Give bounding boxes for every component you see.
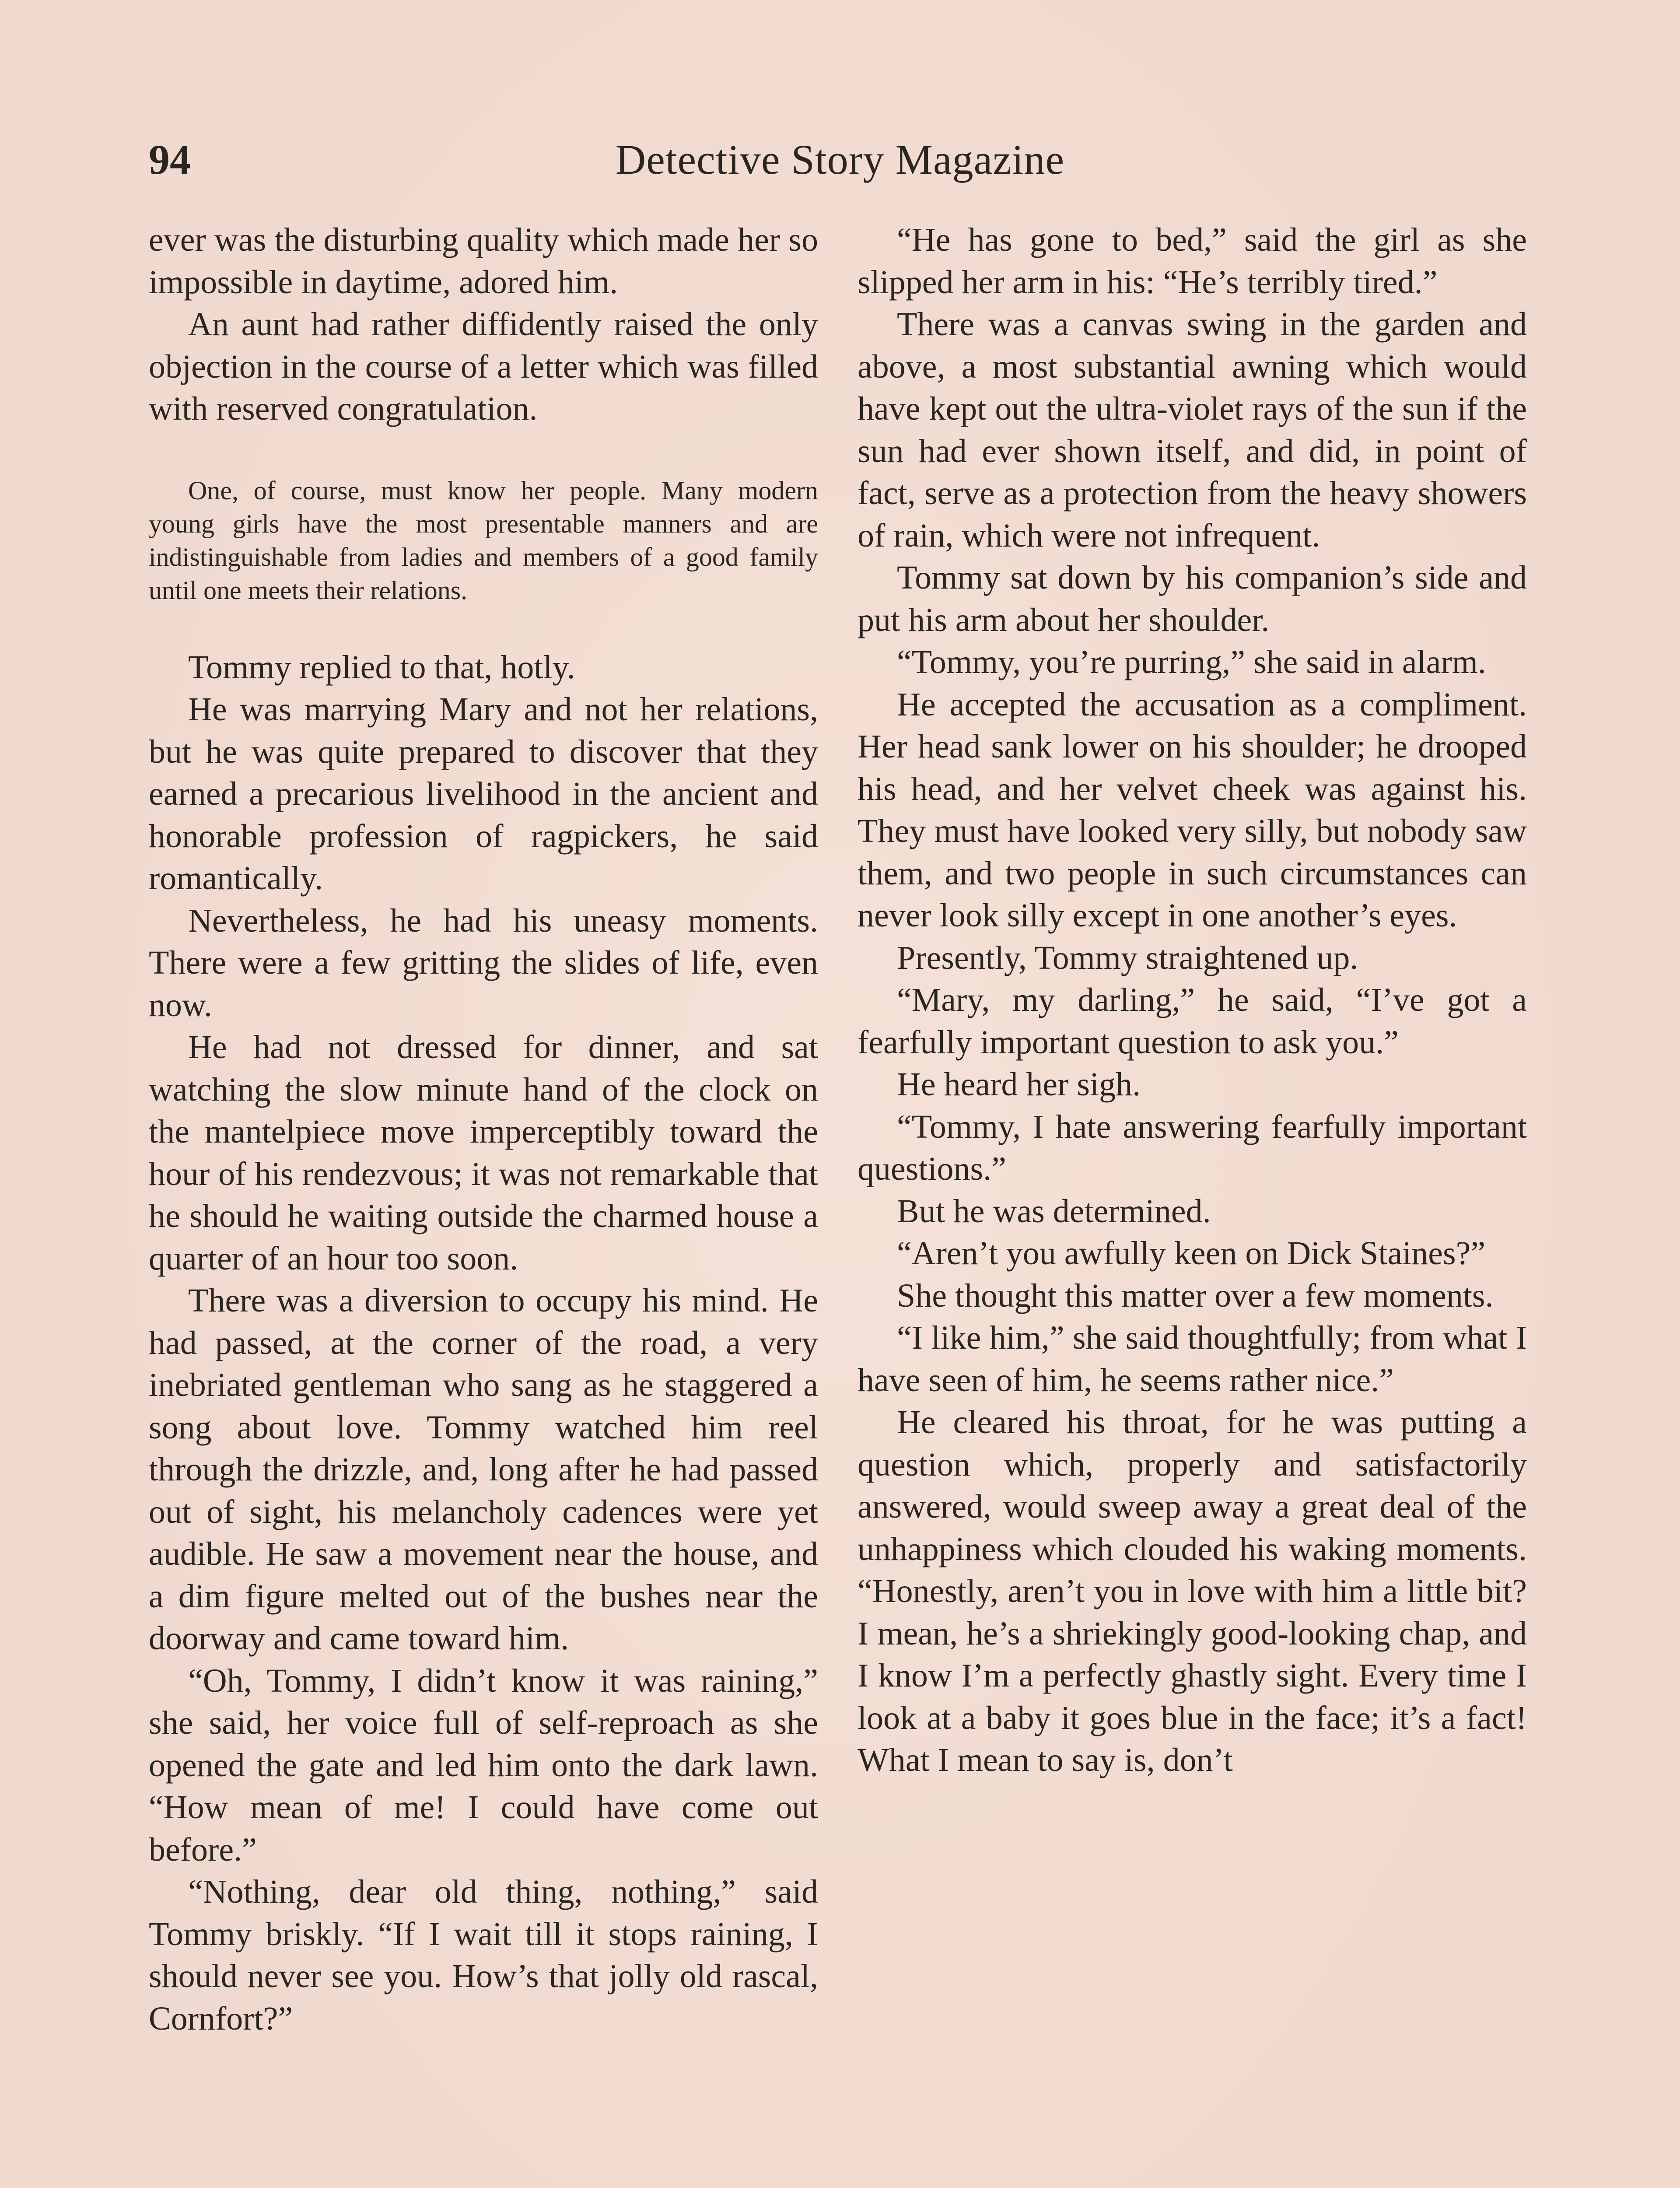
paragraph: Tommy sat down by his companion’s side and put his arm about her shoulder. — [858, 559, 1527, 638]
paragraph: “Tommy, I hate answering fearfully important questions.” — [858, 1108, 1527, 1187]
paragraph: “Aren’t you awfully keen on Dick Staines?” — [897, 1235, 1486, 1272]
paragraph: “Nothing, dear old thing, nothing,” said Tommy briskly. “If I wait till it stops raining, I should never see you. How’s that jolly old rascal, Cornfort?” — [149, 1873, 818, 2037]
paragraph: He cleared his throat, for he was putting a question which, properly and satisfactorily answered, would sweep away a great deal of the unhappiness which clouded his waking moments. “Honestly, aren’t you in love with him a little bit? I mean, he’s a shriekingly good-looking chap, and I know I’m a perfectly ghastly sight. Every time I look at a baby it goes blue in the face; it’s a fact! What I mean to say is, don’t — [858, 1404, 1527, 1778]
paragraph: But he was determined. — [897, 1192, 1211, 1230]
paragraph: He had not dressed for dinner, and sat watching the slow minute hand of the clock on the mantelpiece move imperceptibly toward the hour of his rendezvous; it was not remarkable that he should he waiting outside the charmed house a quarter of an hour too soon. — [149, 1029, 818, 1277]
page-header — [149, 131, 1531, 197]
paragraph: “Tommy, you’re purring,” she said in alarm. — [897, 644, 1486, 680]
paragraph: There was a diversion to occupy his mind. He had passed, at the corner of the road, a very inebriated gentleman who sang as he staggered a song about love. Tommy watched him reel through the drizzle, and, long after he had passed out of sight, his melancholy cadences were yet audible. He saw a movement near the house, and a dim figure melted out of the bushes near the doorway and came toward him. — [149, 1282, 818, 1657]
paragraph: ever was the disturbing quality which made her so impossible in daytime, adored him. — [149, 221, 818, 301]
paragraph: She thought this matter over a few moments. — [897, 1277, 1494, 1314]
paragraph: He heard her sigh. — [897, 1066, 1141, 1103]
paragraph: “Mary, my darling,” he said, “I’ve got a fearfully important question to ask you.” — [858, 982, 1527, 1061]
paragraph: He was marrying Mary and not her relations, but he was quite prepared to discover that they earned a precarious livelihood in the ancient and honorable profession of ragpickers, he said romantically. — [149, 691, 818, 897]
paragraph: “I like him,” she said thoughtfully; from what I have seen of him, he seems rather nice.” — [858, 1319, 1527, 1399]
magazine-title: Detective Story Magazine — [615, 136, 1065, 183]
paragraph: “He has gone to bed,” said the girl as she slipped her arm in his: “He’s terribly tired.” — [858, 221, 1527, 301]
quoted-letter: One, of course, must know her people. Many modern young girls have the most presentable manners and are indistinguishable from ladies and members of a good family until one meets their relations. — [149, 476, 818, 605]
left-column — [149, 219, 818, 2188]
paragraph: Tommy replied to that, hotly. — [188, 649, 575, 686]
paragraph: An aunt had rather diffidently raised the only objection in the course of a letter which was filled with reserved congratulation. — [149, 306, 818, 427]
paragraph: Nevertheless, he had his uneasy moments. There were a few gritting the slides of life, even now. — [149, 902, 818, 1024]
paragraph: There was a canvas swing in the garden and above, a most substantial awning which would have kept out the ultra-violet rays of the sun if the sun had ever shown itself, and did, in point of fact, serve as a protection from the heavy showers of rain, which were not infrequent. — [858, 306, 1527, 554]
page-number: 94 — [149, 136, 191, 183]
paragraph: “Oh, Tommy, I didn’t know it was raining,” she said, her voice full of self-reproach as she opened the gate and led him onto the dark lawn. “How mean of me! I could have come out before.” — [149, 1662, 818, 1868]
paragraph: He accepted the accusation as a compliment. Her head sank lower on his shoulder; he drooped his head, and her velvet cheek was against his. They must have looked very silly, but nobody saw them, and two people in such circumstances can never look silly except in one another’s eyes. — [858, 686, 1527, 934]
right-column — [858, 219, 1527, 2188]
paragraph: Presently, Tommy straightened up. — [897, 939, 1358, 976]
